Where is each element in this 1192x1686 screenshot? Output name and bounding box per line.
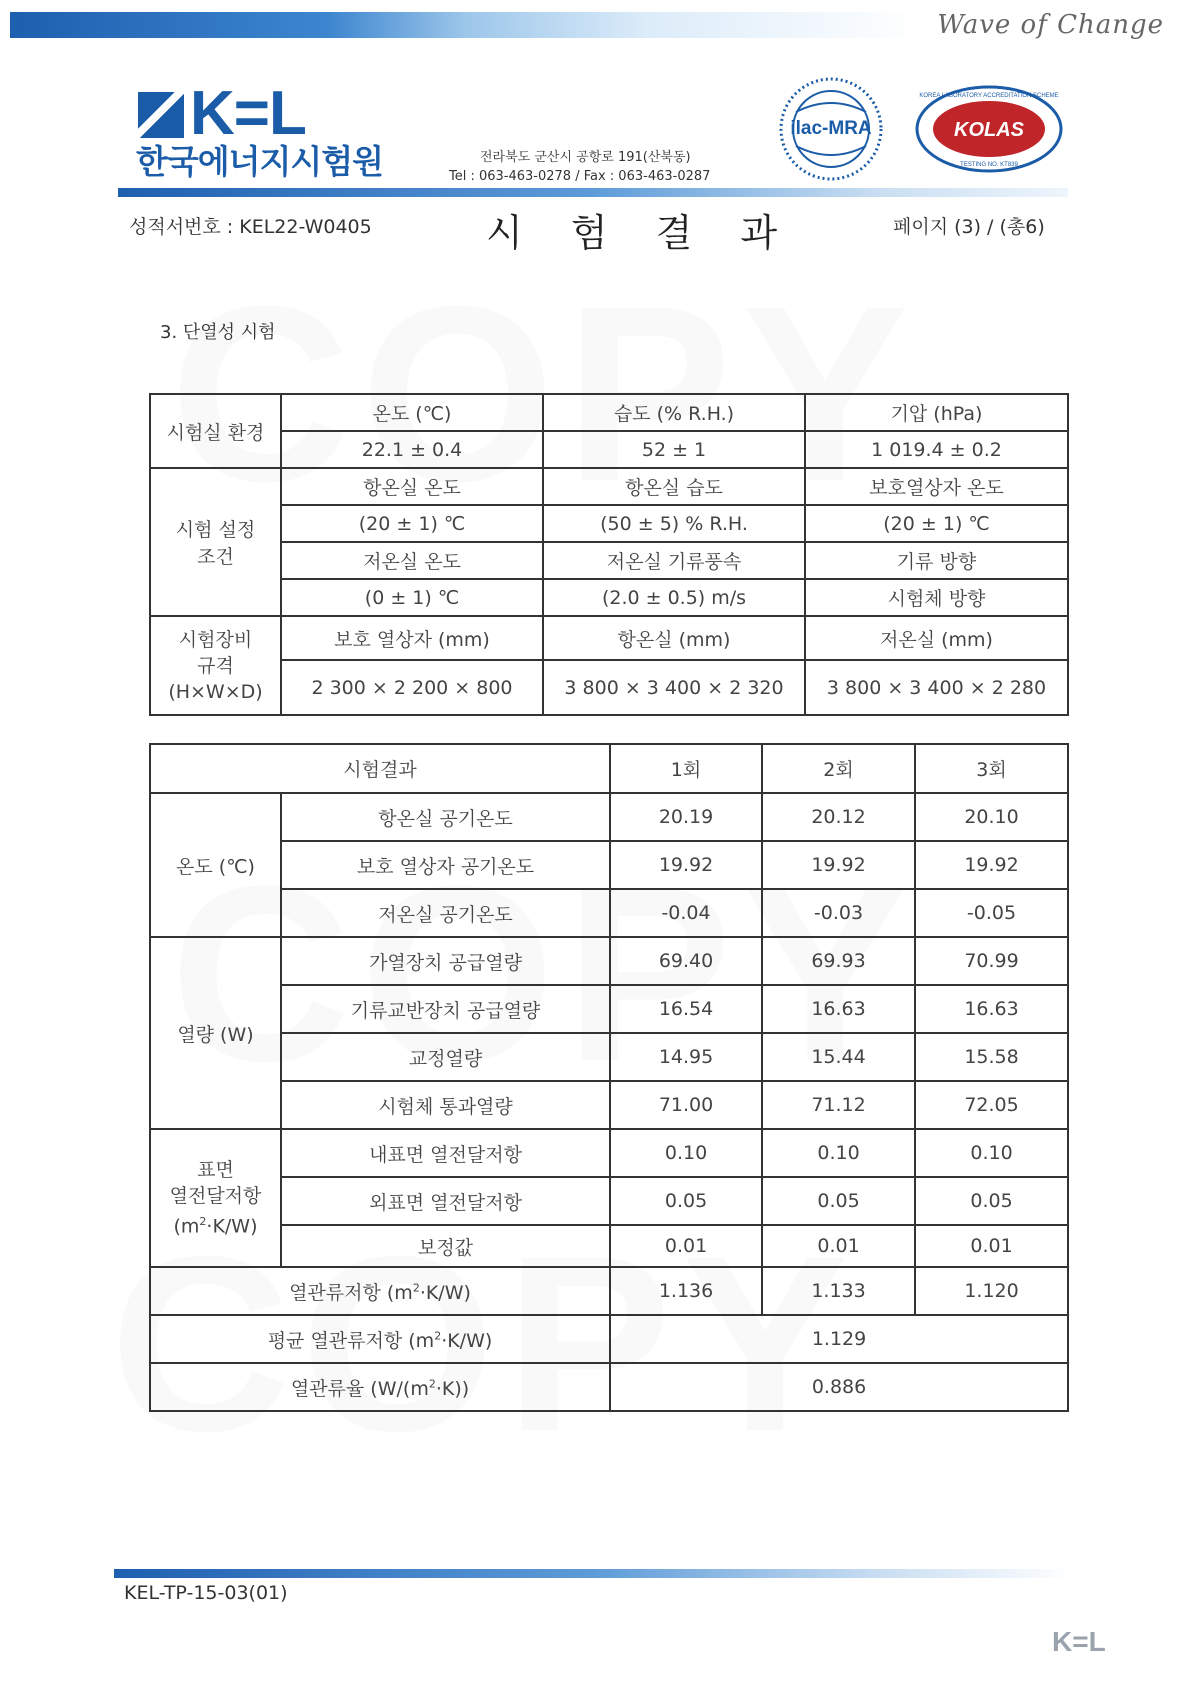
table-cell: 습도 (% R.H.) <box>543 394 805 431</box>
run-header: 3회 <box>915 744 1068 793</box>
document-title: 시 험 결 과 <box>486 211 796 255</box>
table-cell: 52 ± 1 <box>543 431 805 468</box>
table-cell: 0.10 <box>610 1129 762 1177</box>
page-info: 페이지 (3) / (총6) <box>893 216 1045 238</box>
row-label: 외표면 열전달저항 <box>281 1177 610 1225</box>
table-cell: 71.12 <box>762 1081 915 1129</box>
header-divider <box>118 188 1068 197</box>
table-cell: 72.05 <box>915 1081 1068 1129</box>
table-cell: -0.04 <box>610 889 762 937</box>
table-cell: 저온실 온도 <box>281 542 543 579</box>
table-cell: 3 800 × 3 400 × 2 320 <box>543 660 805 715</box>
lab-env-label: 시험실 환경 <box>150 394 281 468</box>
table-cell: 1.120 <box>915 1267 1068 1315</box>
footer-logo: K=L <box>1052 1626 1106 1657</box>
table-cell: 항온실 온도 <box>281 468 543 505</box>
table-cell: (0 ± 1) ℃ <box>281 579 543 616</box>
table-cell: 1.136 <box>610 1267 762 1315</box>
table-cell: 0.01 <box>762 1225 915 1267</box>
table-cell: 시험체 방향 <box>805 579 1068 616</box>
ilac-mra-text: ilac-MRA <box>790 118 872 139</box>
equip-label: 시험장비 규격 (H×W×D) <box>150 616 281 715</box>
table-cell: 16.63 <box>915 985 1068 1033</box>
setup-label: 시험 설정 조건 <box>150 468 281 616</box>
org-name: 한국에너지시험원 <box>136 142 384 181</box>
kolas-sub-text: TESTING NO. KT839 <box>960 162 1018 168</box>
table-cell: 1 019.4 ± 0.2 <box>805 431 1068 468</box>
table-cell: 0.01 <box>915 1225 1068 1267</box>
row-label: 저온실 공기온도 <box>281 889 610 937</box>
section-title: 3. 단열성 시험 <box>160 322 276 343</box>
run-header: 1회 <box>610 744 762 793</box>
u-value: 0.886 <box>610 1363 1068 1411</box>
surface-group-line2: 열전달저항 <box>169 1184 262 1207</box>
table-cell: 3 800 × 3 400 × 2 280 <box>805 660 1068 715</box>
table-cell: 19.92 <box>610 841 762 889</box>
table-cell: -0.03 <box>762 889 915 937</box>
kolas-text: KOLAS <box>954 119 1024 141</box>
kolas-logo <box>914 84 1064 174</box>
table-cell: 1.133 <box>762 1267 915 1315</box>
table-cell: 19.92 <box>915 841 1068 889</box>
cert-number: 성적서번호 : KEL22-W0405 <box>129 216 372 238</box>
table-cell: 71.00 <box>610 1081 762 1129</box>
table-cell: (2.0 ± 0.5) m/s <box>543 579 805 616</box>
table-cell: 항온실 (mm) <box>543 616 805 660</box>
surface-group-unit: $(m^2\cdot K/W)$ <box>173 1214 258 1238</box>
table-cell: 15.44 <box>762 1033 915 1081</box>
table-cell: 15.58 <box>915 1033 1068 1081</box>
table-cell: 0.10 <box>915 1129 1068 1177</box>
avg-resistance-value: 1.129 <box>610 1315 1068 1363</box>
u-value-label: 열관류율 $(W/(m^2\cdot K))$ <box>150 1363 610 1411</box>
table-cell: 22.1 ± 0.4 <box>281 431 543 468</box>
heat-group-label: 열량 (W) <box>150 937 281 1129</box>
table-cell: 0.05 <box>762 1177 915 1225</box>
row-label: 항온실 공기온도 <box>281 793 610 841</box>
address: 전라북도 군산시 공항로 191(산북동) <box>480 150 691 165</box>
table-cell: 14.95 <box>610 1033 762 1081</box>
table-cell: 16.54 <box>610 985 762 1033</box>
temp-group-label: 온도 (℃) <box>150 793 281 937</box>
resistance-label: 열관류저항 $(m^2\cdot K/W)$ <box>150 1267 610 1315</box>
results-header-label: 시험결과 <box>150 744 610 793</box>
table-cell: 저온실 (mm) <box>805 616 1068 660</box>
table-cell: 70.99 <box>915 937 1068 985</box>
row-label: 기류교반장치 공급열량 <box>281 985 610 1033</box>
table-cell: 보호 열상자 (mm) <box>281 616 543 660</box>
table-cell: 항온실 습도 <box>543 468 805 505</box>
footer-divider <box>114 1569 1074 1578</box>
table-cell: 69.40 <box>610 937 762 985</box>
top-banner-bar <box>10 12 920 38</box>
kolas-ring-text: KOREA LABORATORY ACCREDITATION SCHEME <box>919 93 1059 99</box>
logo-text: K=L <box>190 79 306 148</box>
logo-mark-icon <box>138 92 184 138</box>
table-cell: (50 ± 5) % R.H. <box>543 505 805 542</box>
surface-group-line1: 표면 <box>197 1158 234 1181</box>
row-label: 교정열량 <box>281 1033 610 1081</box>
row-label: 보정값 <box>281 1225 610 1267</box>
tel-fax: Tel : 063-463-0278 / Fax : 063-463-0287 <box>449 169 711 184</box>
table-cell: 온도 (℃) <box>281 394 543 431</box>
avg-resistance-label: 평균 열관류저항 $(m^2\cdot K/W)$ <box>150 1315 610 1363</box>
table-cell: 기류 방향 <box>805 542 1068 579</box>
table-cell: 저온실 기류풍속 <box>543 542 805 579</box>
row-label: 보호 열상자 공기온도 <box>281 841 610 889</box>
table-cell: 69.93 <box>762 937 915 985</box>
surface-group-label <box>150 1129 281 1267</box>
table-cell: 0.10 <box>762 1129 915 1177</box>
form-code: KEL-TP-15-03(01) <box>124 1582 288 1604</box>
slogan: Wave of Change <box>937 10 1164 40</box>
table-cell: -0.05 <box>915 889 1068 937</box>
test-conditions-table <box>149 393 1069 716</box>
row-label: 내표면 열전달저항 <box>281 1129 610 1177</box>
ilac-mra-logo <box>776 74 886 184</box>
table-cell: 보호열상자 온도 <box>805 468 1068 505</box>
table-cell: (20 ± 1) ℃ <box>281 505 543 542</box>
test-results-table <box>149 743 1069 1412</box>
table-cell: 0.05 <box>610 1177 762 1225</box>
table-cell: 0.05 <box>915 1177 1068 1225</box>
row-label: 가열장치 공급열량 <box>281 937 610 985</box>
table-cell: (20 ± 1) ℃ <box>805 505 1068 542</box>
table-cell: 16.63 <box>762 985 915 1033</box>
table-cell: 20.10 <box>915 793 1068 841</box>
table-cell: 0.01 <box>610 1225 762 1267</box>
row-label: 시험체 통과열량 <box>281 1081 610 1129</box>
table-cell: 2 300 × 2 200 × 800 <box>281 660 543 715</box>
run-header: 2회 <box>762 744 915 793</box>
table-cell: 19.92 <box>762 841 915 889</box>
table-cell: 20.12 <box>762 793 915 841</box>
table-cell: 20.19 <box>610 793 762 841</box>
table-cell: 기압 (hPa) <box>805 394 1068 431</box>
